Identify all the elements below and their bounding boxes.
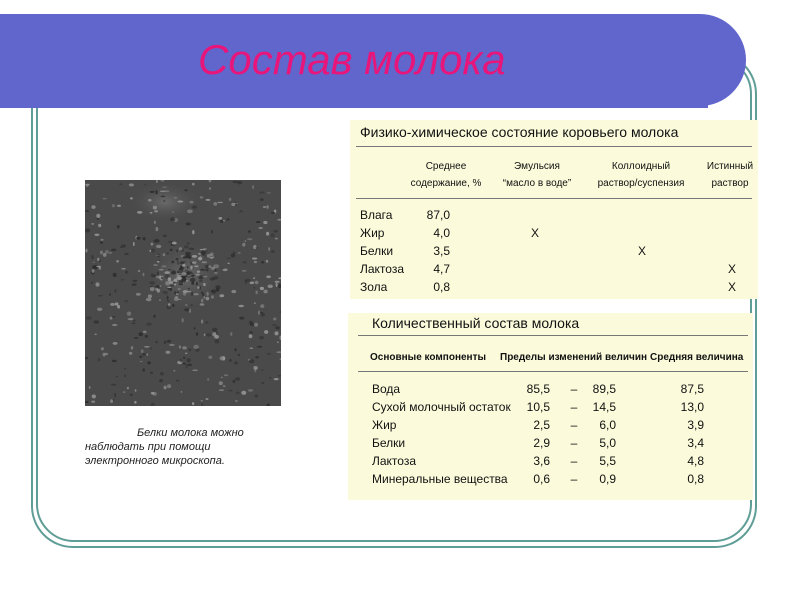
row-value: 87,0 bbox=[426, 208, 450, 222]
range-max: 5,5 bbox=[599, 454, 616, 468]
range-dash: – bbox=[570, 400, 578, 414]
physico-chemical-table bbox=[350, 120, 758, 299]
divider bbox=[358, 335, 748, 336]
range-min: 85,5 bbox=[526, 382, 550, 396]
range-max: 89,5 bbox=[592, 382, 616, 396]
range-min: 10,5 bbox=[526, 400, 550, 414]
row-label: Влага bbox=[360, 208, 393, 222]
average-value: 4,8 bbox=[687, 454, 704, 468]
row-value: 4,0 bbox=[433, 226, 450, 240]
table-title: Количественный состав молока bbox=[372, 315, 580, 331]
slide-title: Состав молока bbox=[198, 36, 506, 83]
divider bbox=[356, 198, 752, 199]
range-max: 0,9 bbox=[599, 472, 616, 486]
range-min: 0,6 bbox=[533, 472, 550, 486]
row-label: Белки bbox=[360, 244, 394, 258]
row-label: Жир bbox=[372, 418, 397, 432]
table-title: Физико-химическое состояние коровьего молока bbox=[360, 124, 679, 140]
range-dash: – bbox=[570, 418, 578, 432]
range-min: 2,9 bbox=[533, 436, 550, 450]
row-label: Минеральные вещества bbox=[372, 472, 508, 486]
column-header: Средняя величина bbox=[650, 352, 744, 363]
micrograph-caption bbox=[85, 426, 265, 468]
range-min: 3,6 bbox=[533, 454, 550, 468]
caption-line: электронного микроскопа. bbox=[85, 455, 225, 467]
caption-line: наблюдать при помощи bbox=[85, 441, 211, 453]
row-label: Сухой молочный остаток bbox=[372, 400, 511, 414]
range-max: 6,0 bbox=[599, 418, 616, 432]
range-max: 14,5 bbox=[592, 400, 616, 414]
title-underline bbox=[0, 104, 708, 108]
row-label: Лактоза bbox=[372, 454, 417, 468]
quantitative-composition-table bbox=[348, 313, 753, 500]
column-header: Основные компоненты bbox=[370, 352, 487, 363]
row-value: 0,8 bbox=[433, 280, 450, 294]
column-header: Коллоидный раствор/суспензия bbox=[597, 161, 685, 189]
column-header: Истинный раствор bbox=[706, 161, 754, 189]
range-dash: – bbox=[570, 382, 578, 396]
row-label: Лактоза bbox=[360, 262, 405, 276]
average-value: 3,4 bbox=[687, 436, 704, 450]
solution-mark: X bbox=[727, 262, 736, 276]
average-value: 0,8 bbox=[687, 472, 704, 486]
row-label: Вода bbox=[372, 382, 401, 396]
range-dash: – bbox=[570, 436, 578, 450]
range-max: 5,0 bbox=[599, 436, 616, 450]
solution-mark: X bbox=[727, 280, 736, 294]
average-value: 87,5 bbox=[680, 382, 704, 396]
average-value: 13,0 bbox=[680, 400, 704, 414]
micrograph-image bbox=[85, 180, 281, 406]
range-dash: – bbox=[570, 472, 578, 486]
colloid-mark: X bbox=[637, 244, 646, 258]
caption-line: Белки молока можно bbox=[137, 427, 244, 439]
divider bbox=[356, 146, 752, 147]
column-header: Среднее содержание, % bbox=[410, 161, 482, 189]
average-value: 3,9 bbox=[687, 418, 704, 432]
range-dash: – bbox=[570, 454, 578, 468]
micrograph-texture bbox=[85, 180, 281, 406]
row-value: 4,7 bbox=[433, 262, 450, 276]
range-min: 2,5 bbox=[533, 418, 550, 432]
divider bbox=[358, 371, 748, 372]
row-label: Белки bbox=[372, 436, 406, 450]
row-value: 3,5 bbox=[433, 244, 450, 258]
emulsion-mark: X bbox=[530, 226, 539, 240]
column-header: Эмульсия “масло в воде” bbox=[502, 161, 572, 189]
row-label: Жир bbox=[360, 226, 385, 240]
column-header: Пределы изменений величин bbox=[500, 352, 648, 363]
row-label: Зола bbox=[360, 280, 388, 294]
